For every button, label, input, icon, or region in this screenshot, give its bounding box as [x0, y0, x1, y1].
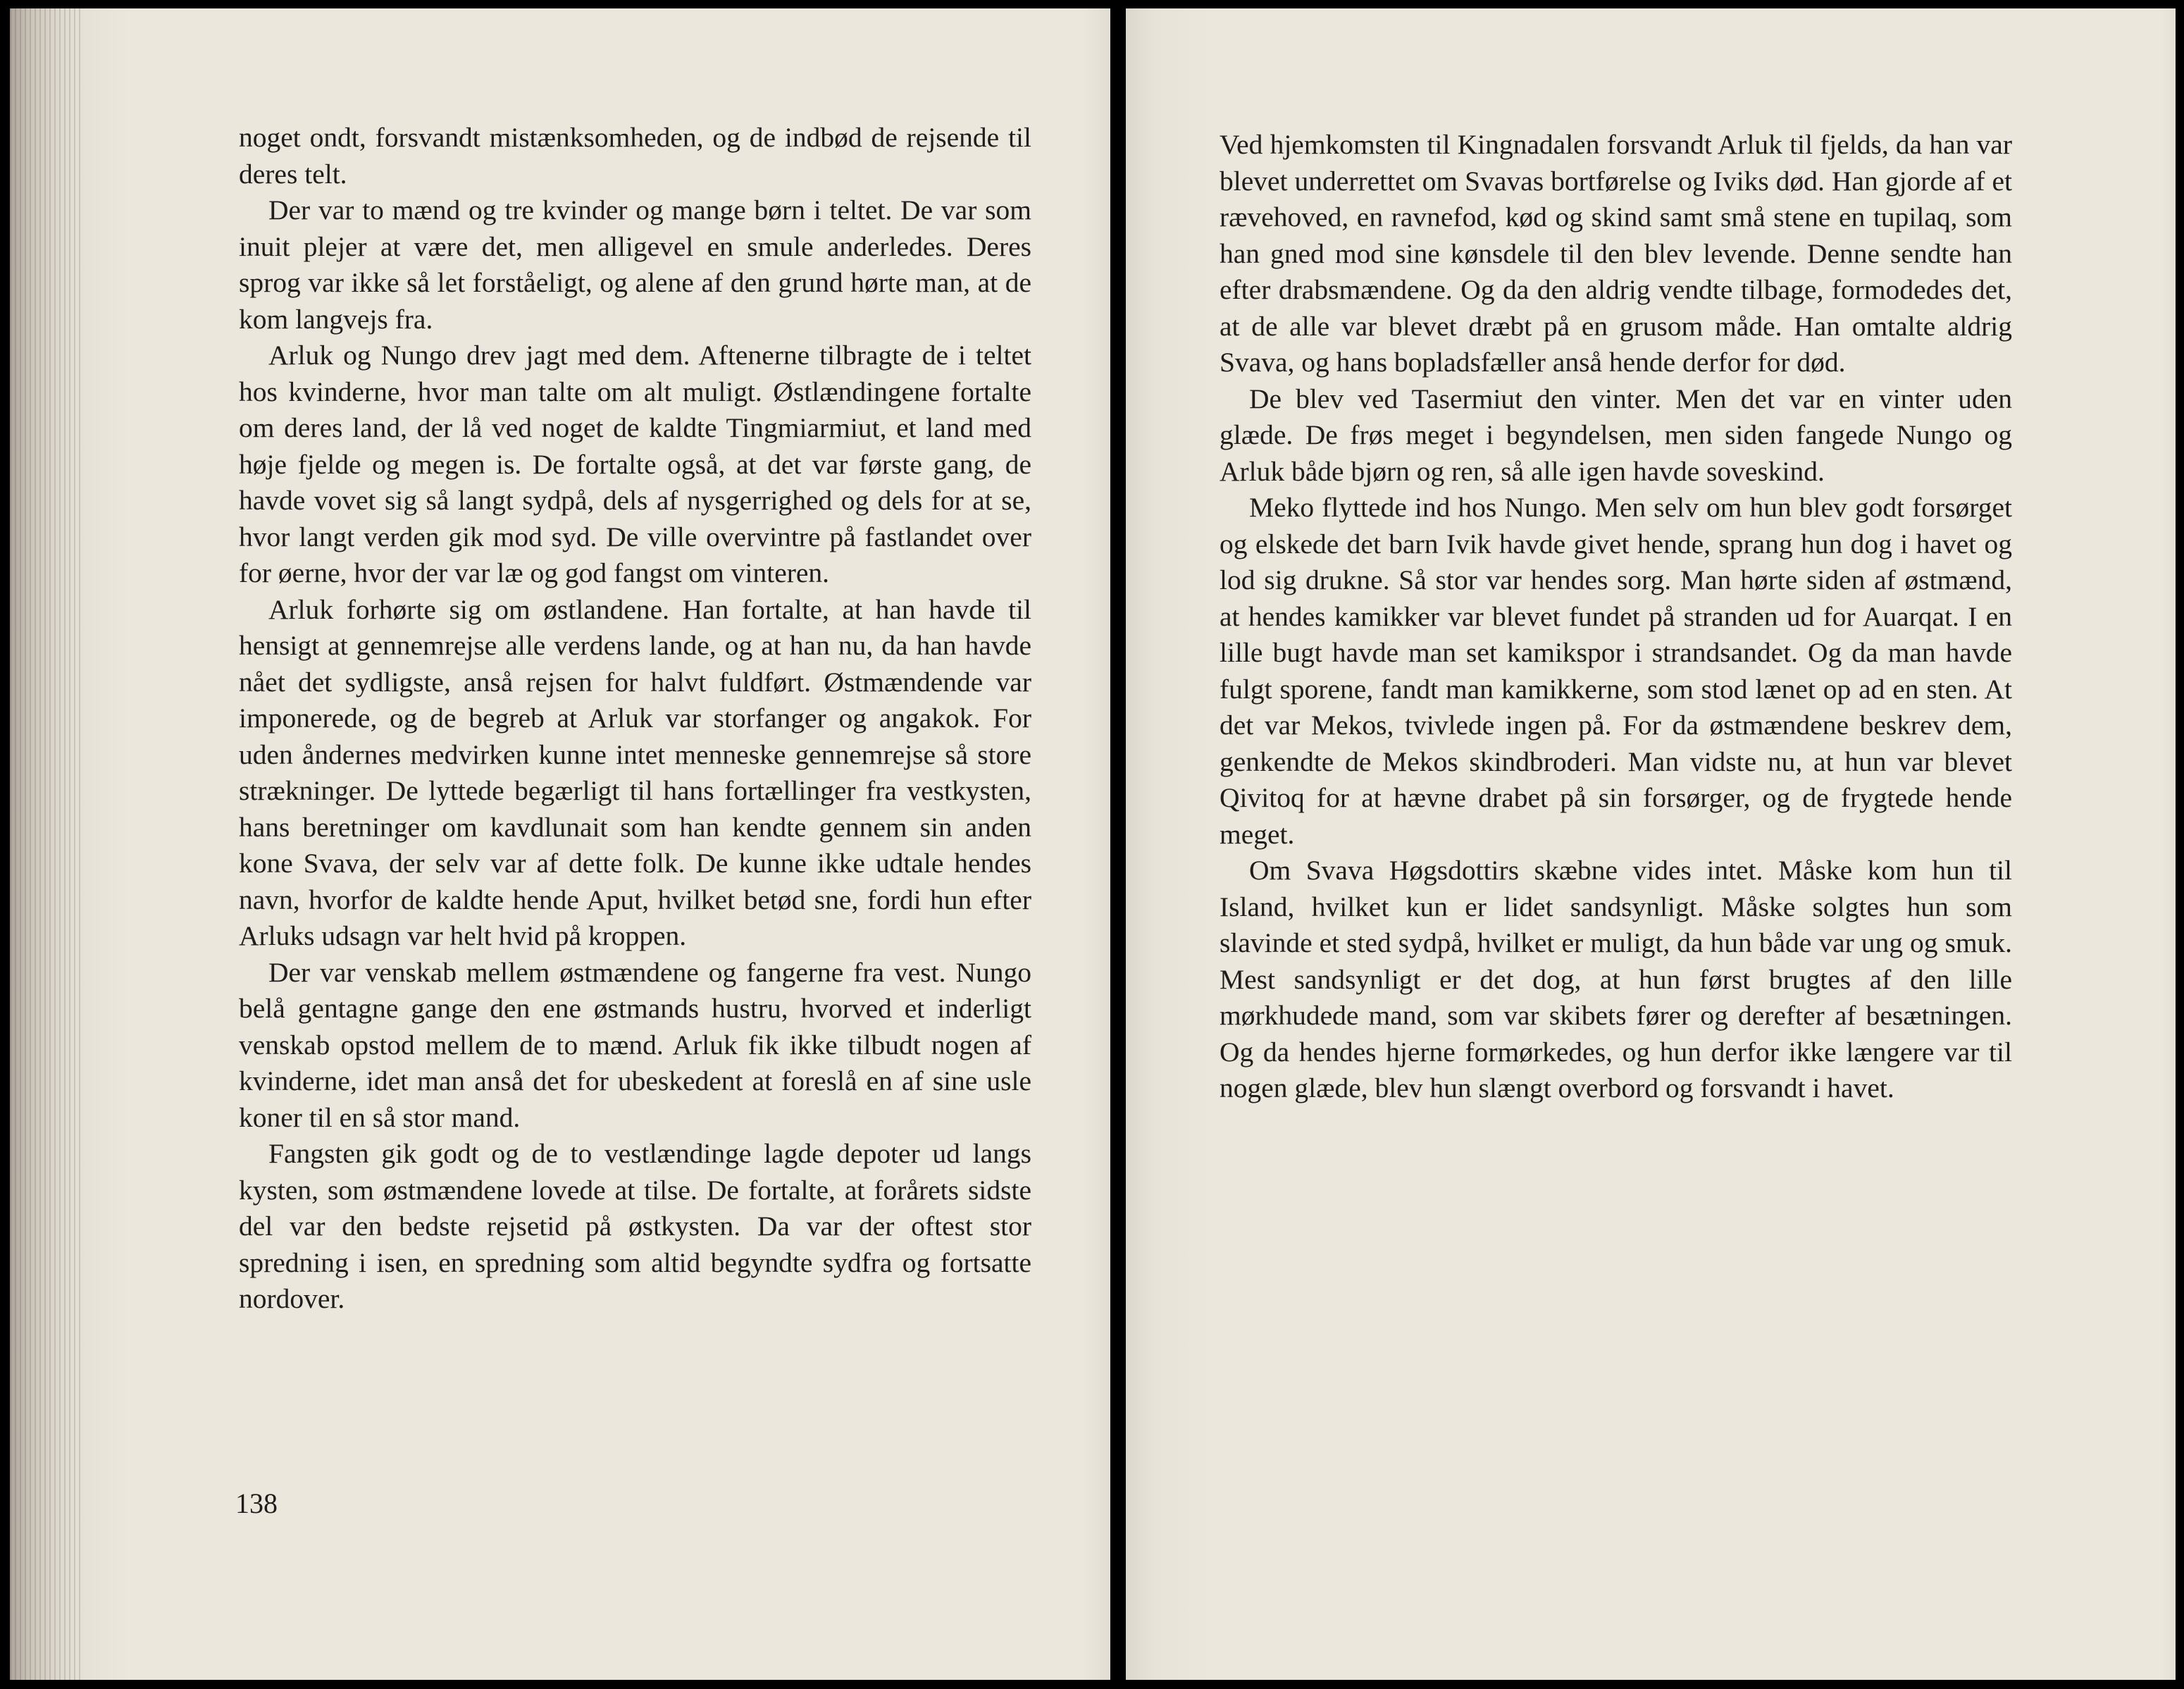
left-text-column	[239, 120, 1031, 1318]
paragraph: Ved hjemkomsten til Kingnadalen forsvandt Arluk til fjelds, da han var blevet underrettet om Svavas bortførelse og Iviks død. Han gjorde af et rævehoved, en ravnefod, kød og skind samt små stene en tupilaq, som han gned mod sine kønsdele til den blev levende. Denne sendte han efter drabsmændene. Og da den aldrig vendte tilbage, formodedes det, at de alle var blevet dræbt på en grusom måde. Han omtalte aldrig Svava, og hans bopladsfæller anså hende derfor for død.	[1220, 129, 2012, 378]
paragraph: Der var to mænd og tre kvinder og mange børn i teltet. De var som inuit plejer at være det, men alligevel en smule anderledes. Deres sprog var ikke så let forståeligt, og alene af den grund hørte man, at de kom langvejs fra.	[239, 194, 1031, 335]
paragraph: Arluk forhørte sig om østlandene. Han fortalte, at han havde til hensigt at gennemrejse alle verdens lande, og at han nu, da han havde nået det sydligste, anså rejsen for halvt fuldført. Østmændende var imponerede, og de begreb at Arluk var storfanger og angakok. For uden åndernes medvirken kunne intet menneske gennemrejse så store strækninger. De lyttede begærligt til hans fortællinger fra vestkysten, hans beretninger om kavdlunait som han kendte gennem sin anden kone Svava, der selv var af dette folk. De kunne ikke udtale hendes navn, hvorfor de kaldte hende Aput, hvilket betød sne, fordi hun efter Arluks udsagn var helt hvid på kroppen.	[239, 593, 1031, 951]
left-page	[10, 8, 1110, 1680]
paragraph: De blev ved Tasermiut den vinter. Men det var en vinter uden glæde. De frøs meget i begyndelsen, men siden fangede Nungo og Arluk både bjørn og ren, så alle igen havde soveskind.	[1220, 383, 2012, 487]
paragraph: Om Svava Høgsdottirs skæbne vides intet. Måske kom hun til Island, hvilket kun er lidet sandsynligt. Måske solgtes hun som slavinde et sted sydpå, hvilket er muligt, da hun både var ung og smuk. Mest sandsynligt er det dog, at hun først brugtes af den lille mørkhudede mand, som var skibets fører og derefter af besætningen. Og da hendes hjerne formørkedes, og hun derfor ikke længere var til nogen glæde, blev hun slængt overbord og forsvandt i havet.	[1220, 855, 2012, 1103]
right-page	[1126, 8, 2176, 1680]
page-number: 138	[235, 1487, 278, 1519]
paragraph: Der var venskab mellem østmændene og fangerne fra vest. Nungo belå gentagne gange den ene østmands hustru, hvorved et inderligt venskab opstod mellem de to mænd. Arluk fik ikke tilbudt nogen af kvinderne, idet man anså det for ubeskedent at foreslå en af sine usle koner til en så stor mand.	[239, 956, 1031, 1133]
right-text-column	[1220, 127, 2012, 1107]
paragraph: Fangsten gik godt og de to vestlændinge lagde depoter ud langs kysten, som østmændene lovede at tilse. De fortalte, at forårets sidste del var den bedste rejsetid på østkysten. Da var der oftest stor spredning i isen, en spredning som altid begyndte sydfra og fortsatte nordover.	[239, 1138, 1031, 1314]
paragraph: Arluk og Nungo drev jagt med dem. Aftenerne tilbragte de i teltet hos kvinderne, hvor man talte om alt muligt. Østlændingene fortalte om deres land, der lå ved noget de kaldte Tingmiarmiut, et land med høje fjelde og megen is. De fortalte også, at det var første gang, de havde vovet sig så langt sydpå, dels af nysgerrighed og dels for at se, hvor langt verden gik mod syd. De ville overvintre på fastlandet over for øerne, hvor der var læ og god fangst om vinteren.	[239, 340, 1031, 588]
page-edge-shadow	[10, 8, 80, 1680]
paragraph: noget ondt, forsvandt mistænksomheden, og de indbød de rejsende til deres telt.	[239, 122, 1031, 190]
paragraph: Meko flyttede ind hos Nungo. Men selv om hun blev godt forsørget og elskede det barn Ivik havde givet hende, sprang hun dog i havet og lod sig drukne. Så stor var hendes sorg. Man hørte siden af østmænd, at hendes kamikker var blevet fundet på stranden ud for Auarqat. I en lille bugt havde man set kamikspor i strandsandet. Og da man havde fulgt sporene, fandt man kamikkerne, som stod lænet op ad en sten. At det var Mekos, tvivlede ingen på. For da østmændene beskrev dem, genkendte de Mekos skindbroderi. Man vidste nu, at hun var blevet Qivitoq for at hævne drabet på sin forsørger, og de frygtede hende meget.	[1220, 492, 2012, 850]
